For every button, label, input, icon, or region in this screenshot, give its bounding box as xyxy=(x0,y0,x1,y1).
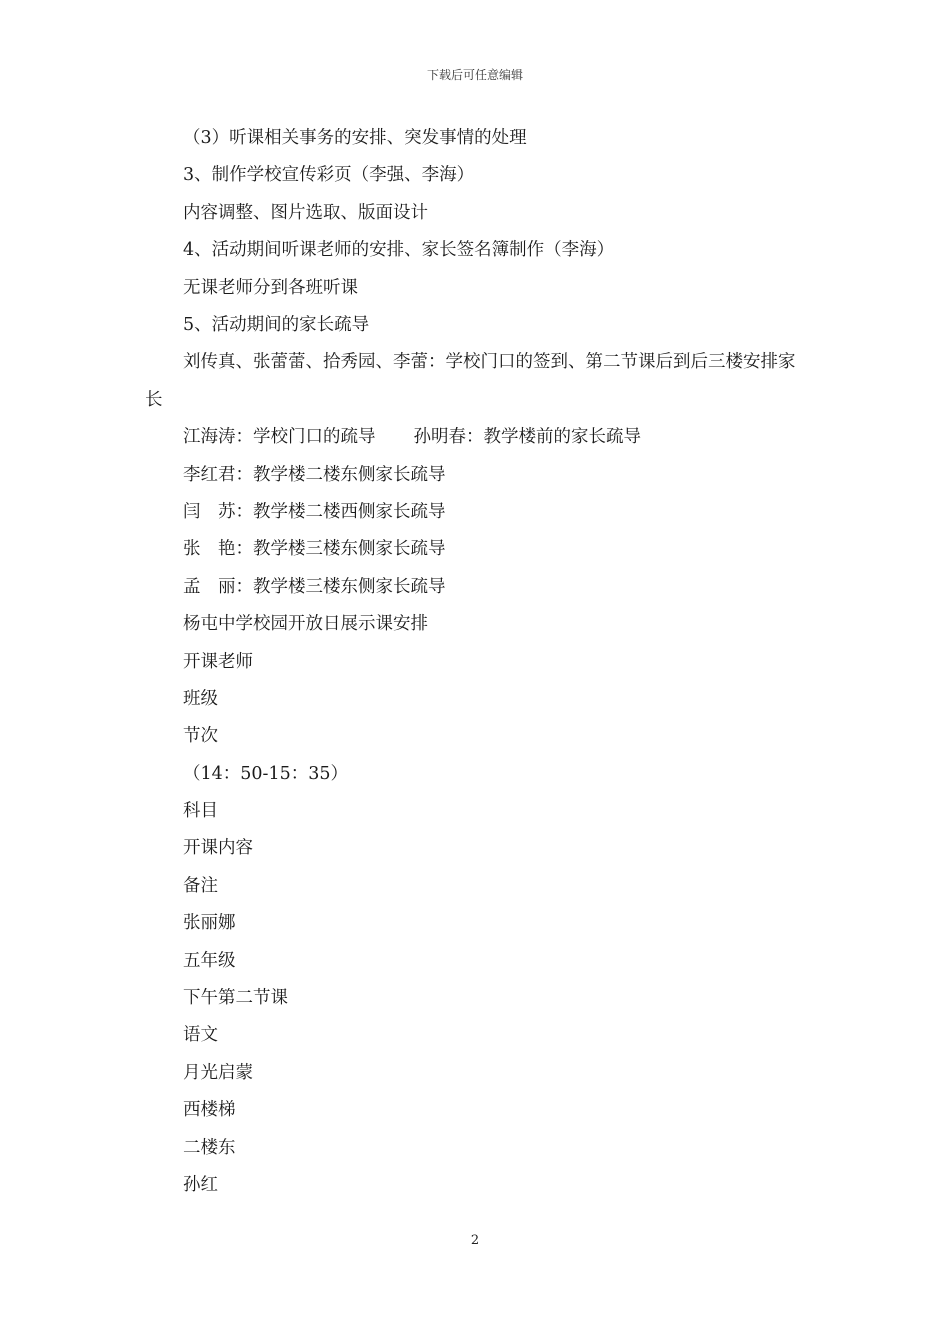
page-header: 下载后可任意编辑 xyxy=(426,68,523,82)
table-cell: 开课老师 xyxy=(183,651,253,672)
text-line: 闫 苏：教学楼二楼西侧家长疏导 xyxy=(183,501,446,522)
table-cell: 语文 xyxy=(183,1025,218,1046)
document-body xyxy=(145,120,810,1204)
text-line: 3、制作学校宣传彩页（李强、李海） xyxy=(183,165,475,186)
table-cell: 五年级 xyxy=(183,950,236,971)
table-cell: 班级 xyxy=(183,688,218,709)
text-line: 4、活动期间听课老师的安排、家长签名簿制作（李海） xyxy=(183,240,615,261)
text-line: 李红君：教学楼二楼东侧家长疏导 xyxy=(183,464,446,485)
table-cell: 张丽娜 xyxy=(183,913,236,934)
table-cell: 科目 xyxy=(183,801,218,822)
table-cell: （14：50-15：35） xyxy=(183,763,348,784)
section-heading: 杨屯中学校园开放日展示课安排 xyxy=(183,614,428,635)
table-cell: 备注 xyxy=(183,875,218,896)
text-line: （3）听课相关事务的安排、突发事情的处理 xyxy=(183,128,527,148)
text-line: 内容调整、图片选取、版面设计 xyxy=(183,202,428,223)
table-cell: 孙红 xyxy=(183,1174,218,1195)
page-number: 2 xyxy=(470,1233,480,1248)
table-cell: 下午第二节课 xyxy=(183,988,288,1009)
guide-row-left: 江海涛：学校门口的疏导 xyxy=(183,427,376,448)
table-cell: 月光启蒙 xyxy=(183,1062,253,1083)
table-cell: 西楼梯 xyxy=(183,1100,236,1121)
table-cell: 开课内容 xyxy=(183,838,253,859)
table-cell: 二楼东 xyxy=(183,1137,236,1158)
text-line: 无课老师分到各班听课 xyxy=(183,277,358,298)
text-line: 5、活动期间的家长疏导 xyxy=(183,314,370,335)
text-line: 张 艳：教学楼三楼东侧家长疏导 xyxy=(183,539,446,560)
wrapped-paragraph: 刘传真、张蕾蕾、拾秀园、李蕾：学校门口的签到、第二节课后到后三楼安排家长 xyxy=(145,352,796,410)
guide-row-right: 孙明春：教学楼前的家长疏导 xyxy=(413,427,641,448)
guide-row xyxy=(145,419,810,456)
table-cell: 节次 xyxy=(183,726,218,747)
text-line: 孟 丽：教学楼三楼东侧家长疏导 xyxy=(183,576,446,597)
